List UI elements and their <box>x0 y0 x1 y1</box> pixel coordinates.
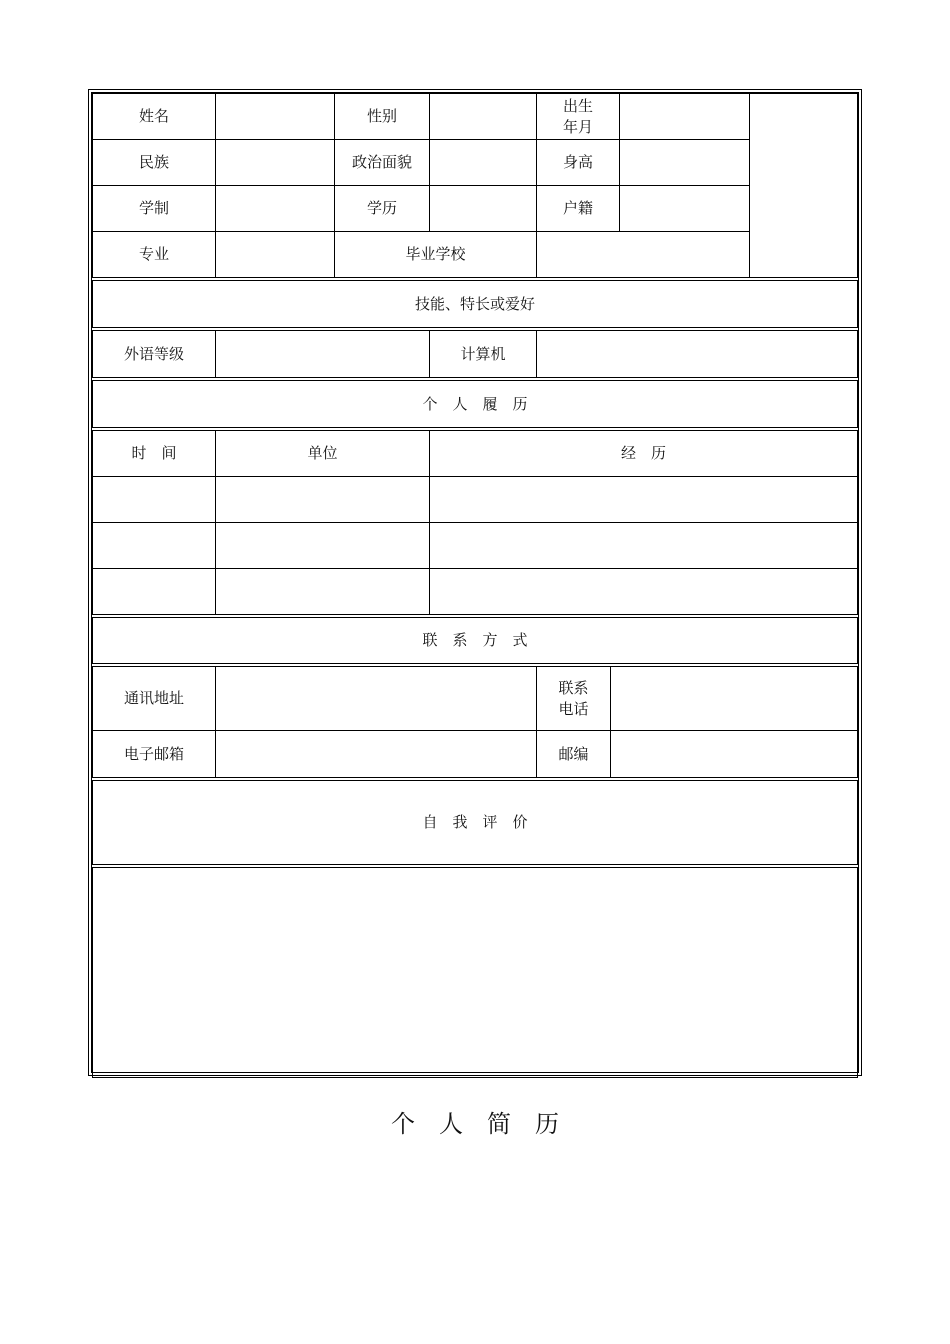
computer-field[interactable] <box>537 331 858 378</box>
major-label: 专业 <box>93 232 216 278</box>
self-eval-table <box>92 780 858 865</box>
height-label: 身高 <box>537 140 620 186</box>
language-label: 外语等级 <box>93 331 216 378</box>
history-row <box>93 569 858 615</box>
name-label: 姓名 <box>93 94 216 140</box>
history-col-unit: 单位 <box>216 431 430 477</box>
contact-table <box>92 666 858 778</box>
phone-label <box>537 667 611 731</box>
history-experience-field[interactable] <box>430 477 858 523</box>
history-unit-field[interactable] <box>216 477 430 523</box>
political-label: 政治面貌 <box>335 140 430 186</box>
address-label: 通讯地址 <box>93 667 216 731</box>
address-field[interactable] <box>216 667 537 731</box>
schooling-field[interactable] <box>216 186 335 232</box>
political-field[interactable] <box>430 140 537 186</box>
name-field[interactable] <box>216 94 335 140</box>
history-time-field[interactable] <box>93 569 216 615</box>
history-time-field[interactable] <box>93 477 216 523</box>
history-header: 个 人 履 历 <box>93 381 858 428</box>
phone-label-line1: 联系 <box>558 678 589 697</box>
skills-table <box>92 280 858 328</box>
school-field[interactable] <box>537 232 750 278</box>
resume-frame <box>88 89 862 1076</box>
history-experience-field[interactable] <box>430 569 858 615</box>
school-label: 毕业学校 <box>335 232 537 278</box>
skills-detail-table <box>92 330 858 378</box>
self-eval-body-table <box>92 867 858 1078</box>
photo-cell[interactable] <box>750 94 858 278</box>
birth-label <box>537 94 620 140</box>
ethnicity-field[interactable] <box>216 140 335 186</box>
history-unit-field[interactable] <box>216 569 430 615</box>
language-field[interactable] <box>216 331 430 378</box>
birth-field[interactable] <box>620 94 750 140</box>
phone-label-line2: 电话 <box>558 699 589 718</box>
self-eval-header: 自 我 评 价 <box>93 781 858 865</box>
history-table <box>92 430 858 615</box>
postcode-field[interactable] <box>611 731 858 778</box>
basic-info-table <box>92 93 858 278</box>
postcode-label: 邮编 <box>537 731 611 778</box>
self-eval-field[interactable] <box>93 868 858 1078</box>
history-row <box>93 523 858 569</box>
history-col-experience: 经 历 <box>430 431 858 477</box>
history-row <box>93 477 858 523</box>
height-field[interactable] <box>620 140 750 186</box>
schooling-label: 学制 <box>93 186 216 232</box>
ethnicity-label: 民族 <box>93 140 216 186</box>
hukou-label: 户籍 <box>537 186 620 232</box>
computer-label: 计算机 <box>430 331 537 378</box>
contact-header: 联 系 方 式 <box>93 618 858 664</box>
birth-label-line1: 出生 <box>562 96 593 115</box>
gender-field[interactable] <box>430 94 537 140</box>
gender-label: 性别 <box>335 94 430 140</box>
hukou-field[interactable] <box>620 186 750 232</box>
history-unit-field[interactable] <box>216 523 430 569</box>
history-col-time: 时 间 <box>93 431 216 477</box>
education-field[interactable] <box>430 186 537 232</box>
history-time-field[interactable] <box>93 523 216 569</box>
birth-label-line2: 年月 <box>562 117 593 136</box>
phone-field[interactable] <box>611 667 858 731</box>
resume-inner-border <box>91 92 859 1073</box>
history-experience-field[interactable] <box>430 523 858 569</box>
history-header-table <box>92 380 858 428</box>
contact-header-table <box>92 617 858 664</box>
major-field[interactable] <box>216 232 335 278</box>
page-title: 个 人 简 历 <box>391 1110 559 1138</box>
skills-header: 技能、特长或爱好 <box>93 281 858 328</box>
education-label: 学历 <box>335 186 430 232</box>
email-label: 电子邮箱 <box>93 731 216 778</box>
email-field[interactable] <box>216 731 537 778</box>
